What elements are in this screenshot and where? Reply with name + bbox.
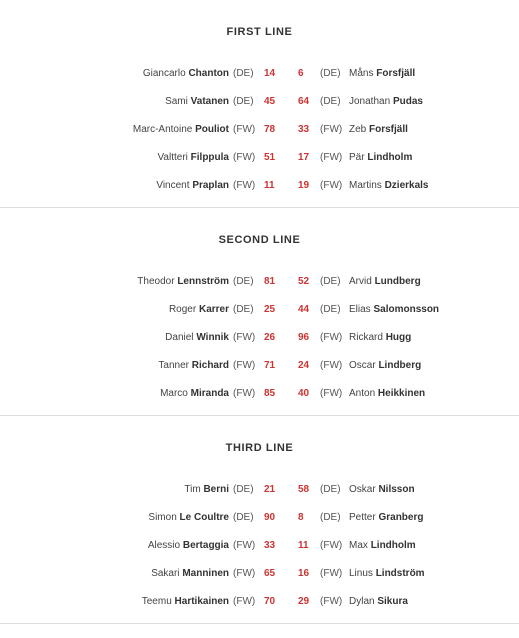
home-player-name[interactable]: [142, 588, 229, 616]
home-player-name[interactable]: [151, 560, 229, 588]
home-player-first-name: Vincent: [156, 180, 190, 191]
home-player-number: 14: [264, 68, 276, 79]
home-player-position: (DE): [233, 484, 254, 495]
away-player-position: (DE): [320, 512, 341, 523]
away-player-position: (FW): [320, 540, 343, 551]
home-player-name[interactable]: [157, 144, 229, 172]
away-player-number: 40: [298, 388, 310, 399]
away-player-position: (DE): [320, 68, 341, 79]
away-player-number: 19: [298, 180, 310, 191]
line-section: [0, 0, 519, 208]
away-player-name[interactable]: [349, 116, 408, 144]
home-player-number: 71: [264, 360, 276, 371]
away-player-name[interactable]: [349, 352, 421, 380]
home-player-number: 26: [264, 332, 276, 343]
home-player-first-name: Sami: [165, 96, 188, 107]
pairing-row: [0, 268, 519, 296]
home-player-last-name: Le Coultre: [179, 512, 229, 523]
away-player-name[interactable]: [349, 560, 425, 588]
line-section: [0, 208, 519, 416]
away-player-number: 64: [298, 96, 310, 107]
home-player-last-name: Berni: [203, 484, 229, 495]
home-player-last-name: Richard: [191, 360, 229, 371]
away-player-number: 11: [298, 540, 309, 551]
away-player-first-name: Martins: [349, 180, 382, 191]
home-player-last-name: Manninen: [182, 568, 229, 579]
away-player-last-name: Sikura: [377, 596, 408, 607]
pairing-row: [0, 116, 519, 144]
away-player-first-name: Pär: [349, 152, 365, 163]
away-player-position: (FW): [320, 180, 343, 191]
away-player-number: 33: [298, 124, 310, 135]
home-player-name[interactable]: [133, 116, 229, 144]
away-player-number: 6: [298, 68, 304, 79]
home-player-first-name: Valtteri: [157, 152, 188, 163]
pairings-list: [0, 476, 519, 616]
away-player-last-name: Lindholm: [370, 540, 416, 551]
home-player-last-name: Hartikainen: [174, 596, 229, 607]
away-player-first-name: Oskar: [349, 484, 376, 495]
away-player-position: (DE): [320, 484, 341, 495]
home-player-last-name: Lennström: [177, 276, 229, 287]
away-player-first-name: Max: [349, 540, 368, 551]
pairing-row: [0, 476, 519, 504]
home-player-last-name: Vatanen: [190, 96, 229, 107]
home-player-last-name: Bertaggia: [182, 540, 229, 551]
home-player-number: 65: [264, 568, 276, 579]
pairings-list: [0, 60, 519, 200]
away-player-first-name: Arvid: [349, 276, 372, 287]
home-player-position: (FW): [233, 124, 256, 135]
home-player-last-name: Filppula: [190, 152, 229, 163]
away-player-number: 44: [298, 304, 310, 315]
home-player-first-name: Marco: [160, 388, 188, 399]
home-player-name[interactable]: [156, 172, 229, 200]
away-player-number: 52: [298, 276, 310, 287]
away-player-position: (FW): [320, 596, 343, 607]
home-player-first-name: Daniel: [165, 332, 194, 343]
line-section: [0, 416, 519, 624]
line-title: FIRST LINE: [226, 26, 293, 38]
home-player-position: (FW): [233, 332, 256, 343]
home-player-number: 70: [264, 596, 276, 607]
home-player-first-name: Simon: [148, 512, 177, 523]
pairing-row: [0, 532, 519, 560]
line-title: SECOND LINE: [218, 234, 301, 246]
away-player-name[interactable]: [349, 268, 421, 296]
home-player-first-name: Tim: [184, 484, 201, 495]
away-player-position: (FW): [320, 124, 343, 135]
pairing-row: [0, 88, 519, 116]
away-player-name[interactable]: [349, 324, 411, 352]
away-player-first-name: Måns: [349, 68, 374, 79]
home-player-number: 78: [264, 124, 276, 135]
home-player-first-name: Alessio: [147, 540, 181, 551]
away-player-name[interactable]: [349, 588, 408, 616]
away-player-number: 8: [298, 512, 304, 523]
home-player-name[interactable]: [143, 60, 229, 88]
home-player-number: 21: [264, 484, 276, 495]
home-player-number: 85: [264, 388, 276, 399]
home-player-name[interactable]: [165, 88, 229, 116]
home-player-name[interactable]: [158, 352, 229, 380]
pairing-row: [0, 172, 519, 200]
away-player-name[interactable]: [349, 88, 423, 116]
home-player-position: (FW): [233, 540, 256, 551]
away-player-last-name: Hugg: [385, 332, 412, 343]
away-player-last-name: Forsfjäll: [369, 124, 408, 135]
home-player-position: (FW): [233, 596, 256, 607]
away-player-last-name: Granberg: [378, 512, 424, 523]
line-title: THIRD LINE: [225, 442, 294, 454]
home-player-number: 45: [264, 96, 276, 107]
away-player-last-name: Nilsson: [378, 484, 415, 495]
away-player-last-name: Lundberg: [374, 276, 421, 287]
home-player-position: (DE): [233, 304, 254, 315]
away-player-number: 17: [298, 152, 310, 163]
home-player-number: 11: [264, 180, 275, 191]
home-player-number: 51: [264, 152, 276, 163]
home-player-last-name: Praplan: [192, 180, 229, 191]
pairing-row: [0, 60, 519, 88]
home-player-name[interactable]: [148, 504, 229, 532]
away-player-position: (FW): [320, 332, 343, 343]
away-player-first-name: Rickard: [349, 332, 383, 343]
home-player-name[interactable]: [148, 532, 229, 560]
away-player-first-name: Jonathan: [349, 96, 391, 107]
away-player-first-name: Elias: [349, 304, 371, 315]
home-player-last-name: Winnik: [196, 332, 229, 343]
away-player-position: (FW): [320, 360, 343, 371]
away-player-number: 29: [298, 596, 310, 607]
home-player-number: 33: [264, 540, 276, 551]
away-player-number: 24: [298, 360, 310, 371]
pairing-row: [0, 588, 519, 616]
home-player-position: (DE): [233, 68, 254, 79]
pairing-row: [0, 352, 519, 380]
pairing-row: [0, 324, 519, 352]
home-player-position: (DE): [233, 276, 254, 287]
away-player-position: (FW): [320, 388, 343, 399]
pairing-row: [0, 380, 519, 408]
away-player-last-name: Dzierkals: [384, 180, 429, 191]
away-player-last-name: Lindberg: [378, 360, 422, 371]
away-player-position: (DE): [320, 304, 341, 315]
pairings-list: [0, 268, 519, 408]
away-player-last-name: Forsfjäll: [376, 68, 416, 79]
away-player-last-name: Pudas: [392, 96, 423, 107]
home-player-name[interactable]: [169, 296, 229, 324]
away-player-first-name: Anton: [349, 388, 376, 399]
home-player-position: (DE): [233, 96, 254, 107]
away-player-position: (FW): [320, 568, 343, 579]
pairing-row: [0, 504, 519, 532]
away-player-name[interactable]: [349, 172, 429, 200]
away-player-first-name: Linus: [349, 568, 373, 579]
home-player-last-name: Miranda: [190, 388, 229, 399]
away-player-number: 96: [298, 332, 310, 343]
home-player-number: 25: [264, 304, 276, 315]
home-player-position: (FW): [233, 360, 256, 371]
home-player-first-name: Marc-Antoine: [132, 124, 193, 135]
home-player-first-name: Teemu: [141, 596, 172, 607]
away-player-name[interactable]: [349, 296, 439, 324]
away-player-first-name: Zeb: [349, 124, 367, 135]
home-player-first-name: Giancarlo: [142, 68, 186, 79]
away-player-name[interactable]: [349, 476, 415, 504]
home-player-first-name: Sakari: [151, 568, 180, 579]
away-player-first-name: Petter: [349, 512, 376, 523]
away-player-last-name: Salomonsson: [373, 304, 440, 315]
home-player-name[interactable]: [160, 380, 229, 408]
home-player-position: (FW): [233, 388, 256, 399]
away-player-position: (DE): [320, 276, 341, 287]
home-player-position: (FW): [233, 152, 256, 163]
away-player-position: (DE): [320, 96, 341, 107]
home-player-position: (DE): [233, 512, 254, 523]
away-player-name[interactable]: [349, 144, 412, 172]
pairing-row: [0, 296, 519, 324]
away-player-first-name: Dylan: [349, 596, 375, 607]
home-player-first-name: Theodor: [137, 276, 175, 287]
pairing-row: [0, 560, 519, 588]
home-player-first-name: Tanner: [158, 360, 189, 371]
away-player-position: (FW): [320, 152, 343, 163]
home-player-last-name: Pouliot: [195, 124, 229, 135]
home-player-last-name: Karrer: [198, 304, 229, 315]
away-player-last-name: Lindholm: [367, 152, 413, 163]
away-player-last-name: Heikkinen: [377, 388, 426, 399]
home-player-position: (FW): [233, 180, 256, 191]
home-player-first-name: Roger: [168, 304, 197, 315]
home-player-name[interactable]: [137, 268, 229, 296]
away-player-name[interactable]: [349, 60, 415, 88]
pairing-row: [0, 144, 519, 172]
home-player-number: 81: [264, 276, 276, 287]
away-player-name[interactable]: [349, 380, 425, 408]
home-player-position: (FW): [233, 568, 256, 579]
home-player-number: 90: [264, 512, 276, 523]
home-player-name[interactable]: [184, 476, 229, 504]
away-player-name[interactable]: [349, 532, 416, 560]
away-player-number: 58: [298, 484, 310, 495]
home-player-last-name: Chanton: [188, 68, 229, 79]
away-player-first-name: Oscar: [349, 360, 376, 371]
away-player-last-name: Lindström: [375, 568, 425, 579]
away-player-name[interactable]: [349, 504, 423, 532]
home-player-name[interactable]: [165, 324, 229, 352]
away-player-number: 16: [298, 568, 310, 579]
